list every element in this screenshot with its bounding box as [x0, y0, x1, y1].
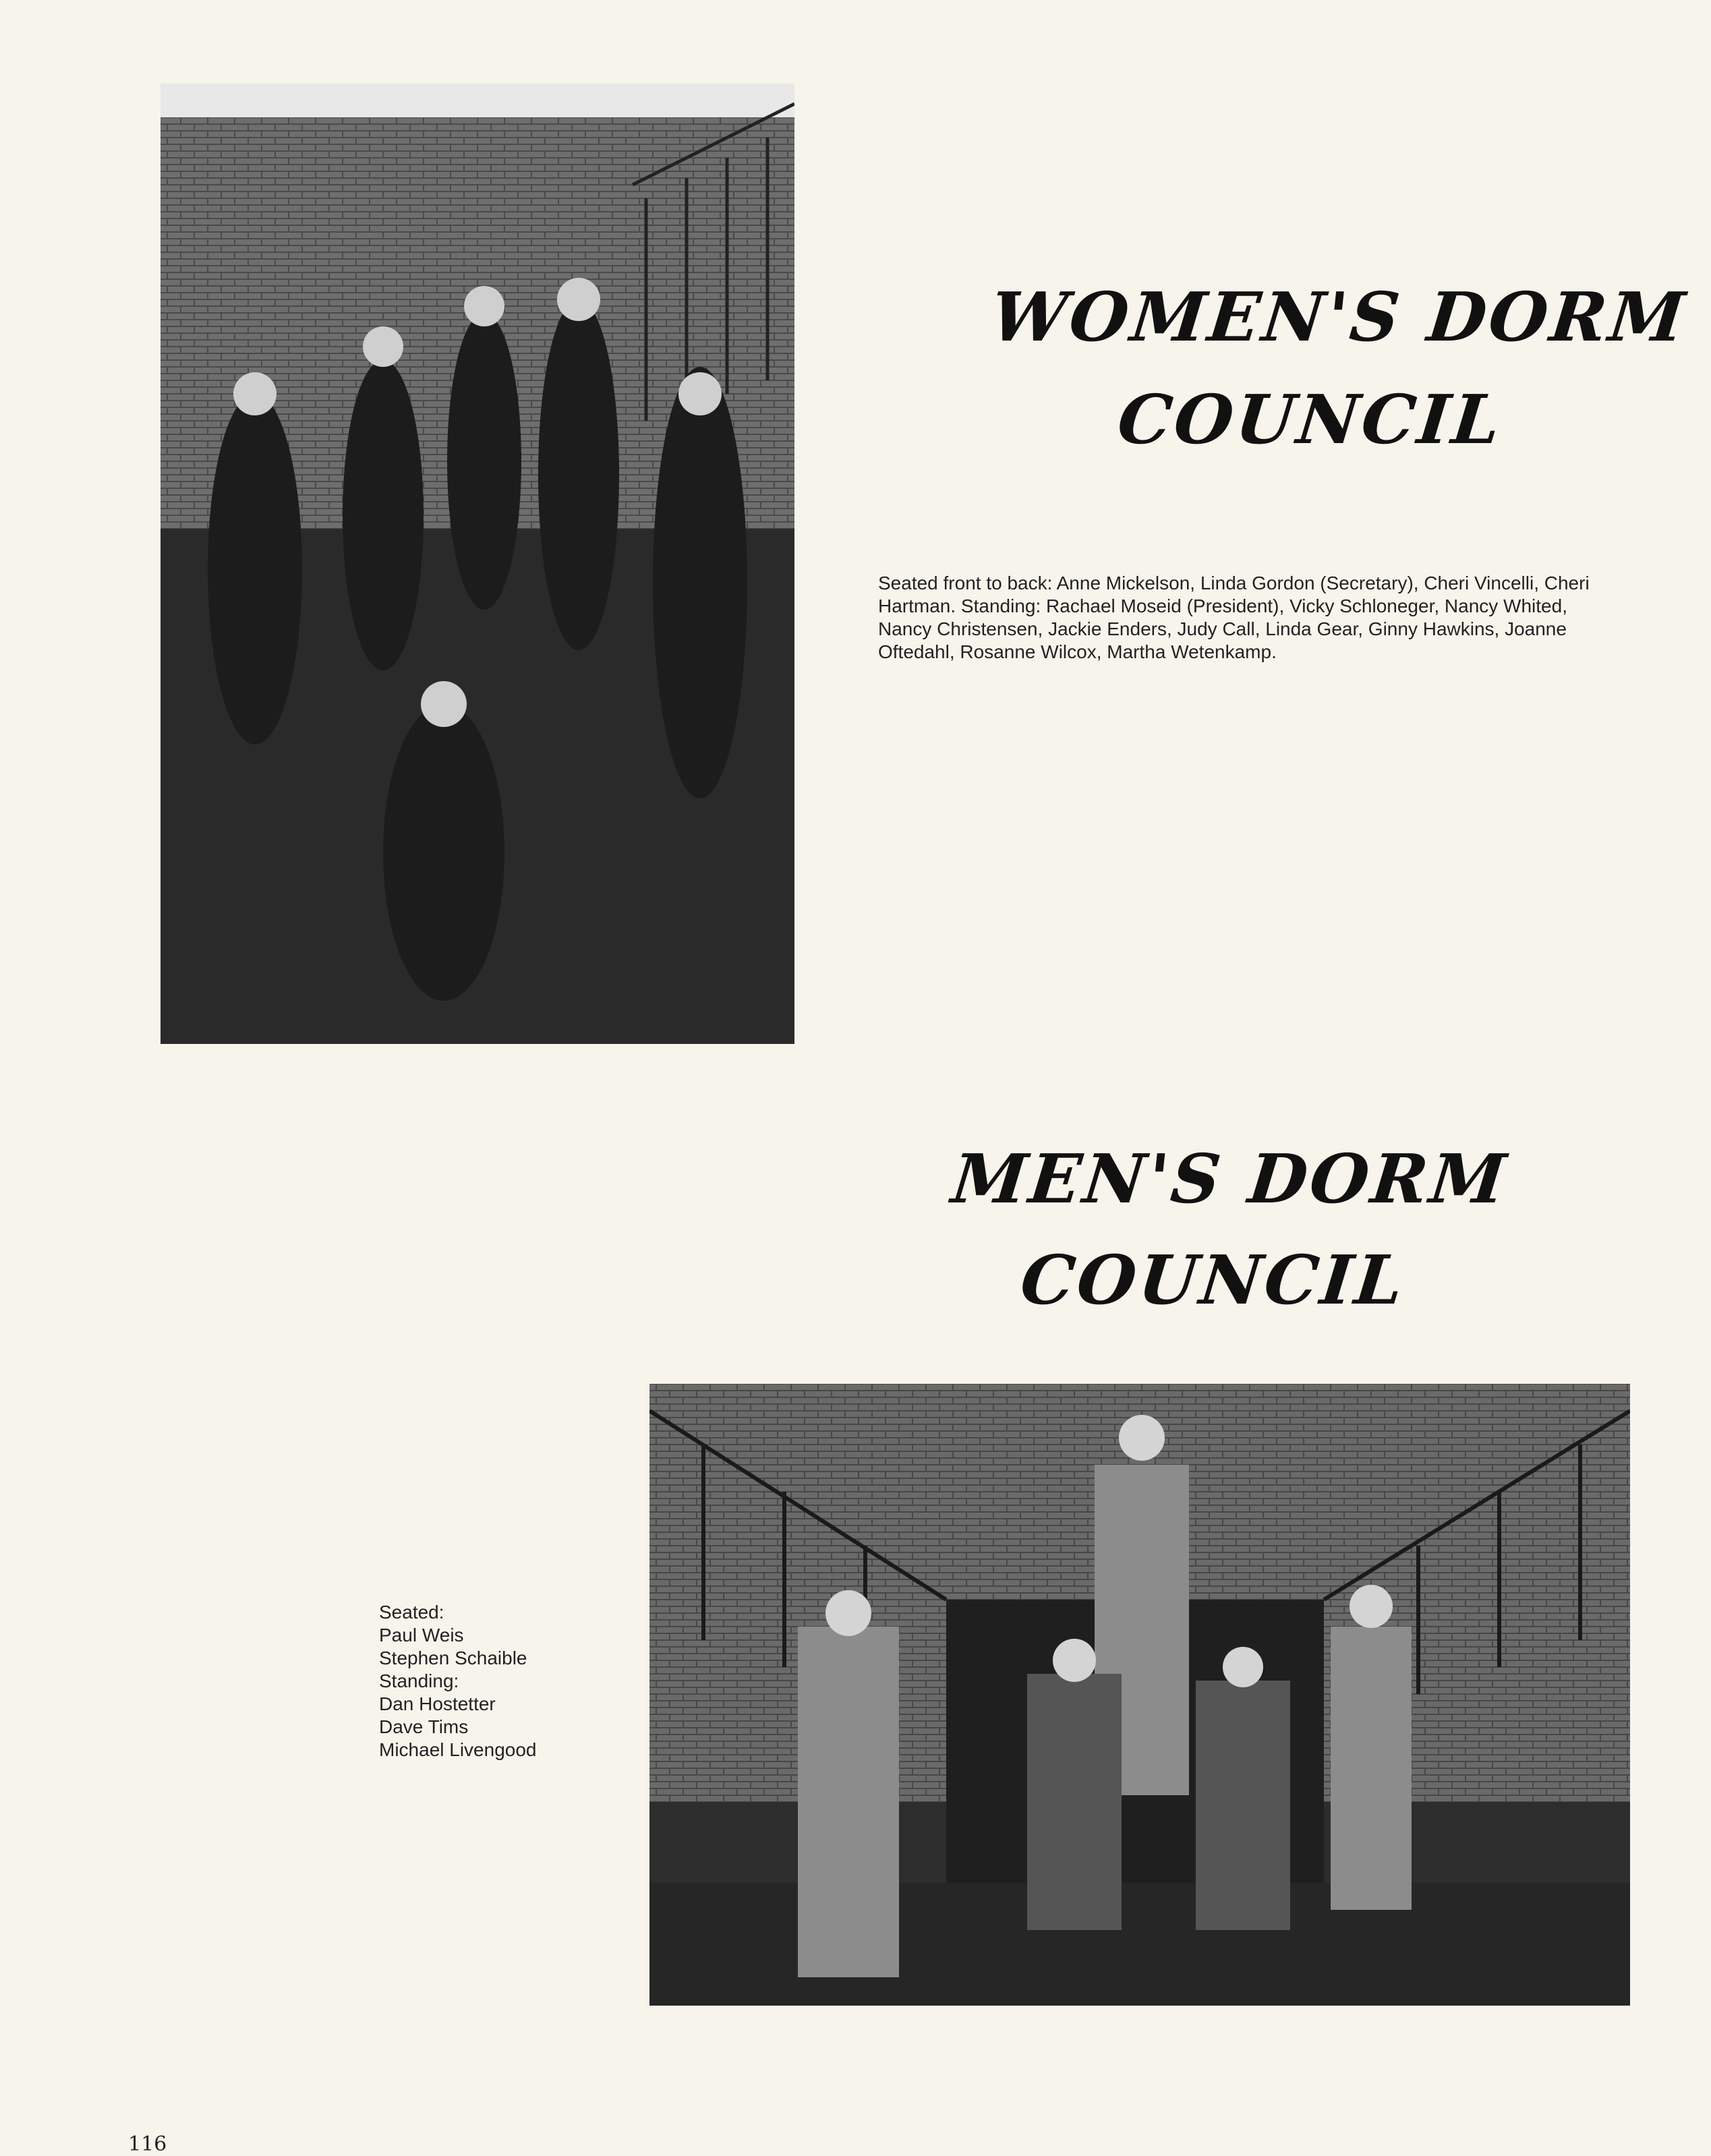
women-council-title-line2: COUNCIL [1113, 380, 1507, 459]
women-council-caption: Seated front to back: Anne Mickelson, Linda Gordon (Secretary), Cheri Vincelli, Cheri Hartman. Standing: Rachael Moseid (President), Vicky Schloneger, Nancy Whited, Nancy Christensen, Jackie Enders, Judy Call, Linda Gear, Ginny Hawkins, Joanne Oftedahl, Rosanne Wilcox, Martha Wetenkamp. [878, 573, 1590, 662]
men-caption-line: Paul Weis [379, 1625, 464, 1645]
men-caption-line: Michael Livengood [379, 1739, 537, 1760]
women-council-photo [161, 84, 794, 1044]
men-council-caption [379, 1601, 662, 1761]
men-council-title-line2: COUNCIL [1016, 1240, 1410, 1320]
men-council-title-line1: MEN'S DORM [948, 1139, 1512, 1219]
page-number: 116 [128, 2132, 167, 2156]
men-caption-line: Standing: [379, 1670, 459, 1691]
women-council-title-line1: WOMEN'S DORM [987, 277, 1691, 357]
men-caption-line: Dan Hostetter [379, 1693, 496, 1714]
men-caption-line: Seated: [379, 1602, 444, 1623]
men-council-photo [649, 1384, 1630, 2006]
men-caption-line: Dave Tims [379, 1716, 469, 1737]
men-caption-line: Stephen Schaible [379, 1648, 527, 1668]
